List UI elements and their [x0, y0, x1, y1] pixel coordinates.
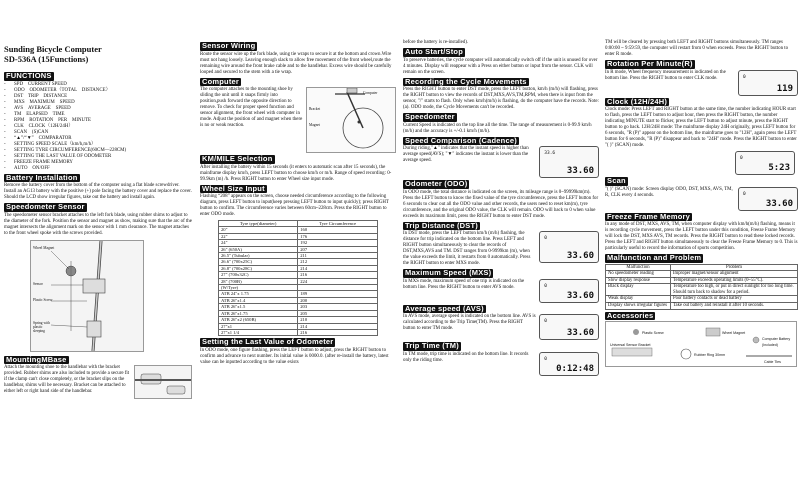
malfunction-cell: Black display	[606, 284, 671, 296]
tyre-type-cell: 27" (700x32C)	[219, 272, 298, 278]
problem-cell: Temperature exceeds operating limits (0~55°C).	[671, 277, 798, 284]
tyre-type-cell: 26.8" (700x28C)	[219, 265, 298, 271]
feature-item: - CLK CLOCK（12H/24H）	[14, 124, 192, 130]
malfunction-cell: Display shows irregular figures	[606, 303, 671, 310]
recording-text: Press the RIGHT button to enter DST mode, press the LEFT button, km/h (m/h) will flashing, press the RIGHT button to view the records of DST,MXS,AVS,TM,RPM, when there is input from the sensor, "/" starts to flash. Only when km/h(m/h) is flashing, do the computer have the records. Note: (a). ODO mode, the Cycle Movements can't be recorded.	[403, 87, 599, 110]
scan-heading: Scan	[607, 176, 626, 185]
tyre-type-cell: ATB 26"x1.75	[219, 310, 298, 316]
freeze-text: In any mode of DST, MXS, AVS, TM, when computer display with km/h(m/h) flashing, means it is recording cycle movement, press the LEFT button under this condition, Freeze Frame Memory will lock the DST, MXS AVS, TM records. Press the RIGHT button to read these locked records. Press the LEFT and RIGHT button simultaneously to clear the Freeze Frame Memory to 0. This is particularly useful to record the information of sports competition.	[605, 222, 798, 251]
rpm-text: In R mode, Wheel frequency measurement is indicated on the bottom line. Press the RIGHT button to enter CLK mode.	[605, 69, 726, 81]
malfunction-cell: Weak display	[606, 296, 671, 303]
feature-item: - SETTING SPEED SCALE（km/h,m/h）	[14, 142, 192, 148]
computer-row	[200, 87, 396, 153]
feature-item: - SPD CURRENT SPEED	[14, 82, 192, 88]
feature-item: - “▲”/“▼” COMPARATOR	[14, 136, 192, 142]
acc-label-1: Wheel Magnet	[722, 331, 746, 336]
column-4	[605, 40, 798, 367]
speedometer-text: Current Speed is indicated on the top line all the time. The range of measurement is 0-99.9 km/h (m/h) and the accuracy is +/-0.1 km/h (m/h).	[403, 122, 592, 134]
tyre-circ-cell: 192	[298, 240, 378, 246]
feature-list	[4, 82, 192, 172]
tyre-circ-cell: 205	[298, 310, 378, 316]
sensor-wiring-heading: Sensor Wiring	[202, 41, 256, 50]
computer-heading: Computer	[202, 76, 240, 86]
tyre-type-cell: 27"x1 1/4	[219, 329, 298, 335]
tyre-circ-cell: 207	[298, 246, 378, 252]
tyre-header-circ: Tyre Circumference	[298, 221, 378, 227]
lcd-tm	[539, 352, 599, 376]
comparison-heading: Speed Comparison (Cadence)	[405, 135, 517, 145]
dst-row	[403, 231, 599, 267]
acc-label-4: Computer Battery (Included)	[762, 337, 791, 348]
tm-heading: Trip Time (TM)	[405, 341, 459, 350]
tyre-circ-cell: 200	[298, 297, 378, 303]
column-2	[200, 40, 396, 366]
lcd-comparison-top: 33.6	[544, 151, 556, 156]
feature-item: - ODO ODOMETER（TOTAL DISTANCE）	[14, 88, 192, 94]
comparison-text: During riding,"▲" indicates that the instant speed is higher than average speed(AVS); "▼" indicates the instant is lower than the average speed.	[403, 146, 529, 163]
feature-item: - SETTING TYRE CIRCUMFERENCE(60CM—228CM)	[14, 148, 192, 154]
freeze-heading: Freeze Frame Memory	[607, 211, 691, 221]
tyre-type-cell: ATB 24"x 1.75	[219, 291, 298, 297]
tyre-circ-cell: 160	[298, 227, 378, 233]
lcd-dst	[539, 231, 599, 263]
tm-text: In TM mode, trip time is indicated on the bottom line. It records only the riding time.	[403, 351, 529, 363]
feature-item: - DST TRIP DISTANCE	[14, 94, 192, 100]
label-computer: Computer	[363, 91, 378, 95]
problem-cell: Take out battery and reinstall it after 10 seconds.	[671, 303, 798, 310]
comparison-row	[403, 146, 599, 178]
feature-item: - TM ELAPSED TIME	[14, 112, 192, 118]
tyre-circ-cell: 212	[298, 259, 378, 265]
brand-title: Sunding Bicycle Computer	[4, 44, 102, 54]
tyre-table	[218, 220, 378, 336]
column-1	[4, 70, 192, 399]
tm-row	[403, 352, 599, 376]
sensor-heading: Speedometer Sensor	[6, 202, 85, 211]
lcd-rpm-top: 0	[743, 74, 746, 80]
lcd-comparison	[539, 146, 599, 178]
tyre-circ-cell: 189	[298, 291, 378, 297]
accessories-panel	[605, 321, 797, 367]
dst-heading: Trip Distance (DST)	[405, 220, 478, 230]
mxs-text: In MXS mode, maximum speed of one trip is indicated on the bottom line. Press the RIGHT button to enter AVS mode.	[403, 278, 525, 290]
wheel-size-heading: Wheel Size Input	[202, 183, 265, 193]
problem-cell: Temperature too high, or put in direct sunlight for too long time. Should turn back to shadow for a period.	[671, 284, 798, 296]
malfunction-table	[605, 264, 798, 310]
tyre-type-cell: 20"	[219, 227, 298, 233]
malfunction-row	[606, 296, 798, 303]
lcd-rpm	[738, 70, 798, 96]
label-sensor: Sensor	[33, 281, 43, 286]
acc-label-0: Plastic Screw	[642, 331, 664, 336]
auto-start-heading: Auto Start/Stop	[405, 47, 463, 56]
tyre-type-cell: 24"	[219, 240, 298, 246]
malfunction-cell: No speedometer reading	[606, 271, 671, 278]
mounting-diagram	[134, 365, 192, 399]
lcd-avs	[539, 314, 599, 340]
lcd-mxs	[539, 279, 599, 303]
auto-start-text: To preserve batteries, the cycle computer will automatically switch off if the unit is unused for over 4 minutes. Display will reappear with a Press on either button or input from the sensor. CLK will remain on the screen.	[403, 57, 598, 75]
lcd-rpm-bottom: 119	[776, 83, 793, 94]
malfunction-row	[606, 284, 798, 296]
lcd-avs-top: 0	[544, 319, 548, 324]
lcd-dst-top: 0	[544, 236, 548, 241]
column-3	[403, 40, 599, 376]
wheel-size-text: Flashing “208” appears on the screen, choose needed circumference according to the following diagram, press LEFT button to input(keep pressing LEFT button to input quickly); press RIGHT button to confirm. The circumference varies between 60cm~228cm. Press the RIGHT button to enter ODO mode.	[200, 194, 389, 217]
acc-label-3: Rubber Ring 30mm	[694, 353, 726, 358]
label-bracket: Bracket	[309, 107, 321, 111]
problem-cell: Improper magnet/sensor alignment	[671, 271, 798, 278]
clock-text: Clock mode: Press LEFT and RIGHT button at the same time, the number indicating HOUR start to flash, press the LEFT button to adjust hour, then press the RIGHT button, the number indicating MINUTE start to flicker, press the LEFT button to adjust minute, press the RIGHT button to go back. 12H/24H mode: The mainframe display 24H originally, press LEFT button for 6 seconds, "R (P)" appear on the bottom line, the mainframe goes to "12H", again press the LEFT button for 6 seconds, "R (P)" disappear and back to "24H" mode. Press the RIGHT button to enter "( )" (SCAN) mode.	[605, 107, 797, 148]
mounting-heading: MountingMBase	[6, 354, 67, 364]
tyre-type-cell: (W/Tyre)	[219, 285, 298, 291]
speedometer-heading: Speedometer	[405, 112, 455, 121]
malfunction-row	[606, 271, 798, 278]
mount-drawing	[135, 366, 191, 398]
odo-text: In ODO mode, the total distance is indicated on the screen, its mileage range is 0~99999km(m). Press the LEFT button to know the fixed value of the tyre circumference, press the LEFT button for 6 seconds to clear out all the ODO value and other records, the users need to reset km(m), tyre circumference, and the original ODO value, the CLK will remain. ODO will back to 0 when value exceeds its maximum limit, press the RIGHT button to enter DST mode.	[403, 189, 599, 219]
lcd-mxs-bottom: 33.60	[566, 290, 594, 301]
tyre-table-body	[219, 227, 378, 336]
continued-text: before the battery is re-installed).	[403, 40, 469, 45]
sensor-drawing	[31, 241, 143, 351]
feature-item: - MXS MAXIMUM SPEED	[14, 100, 192, 106]
bike-drawing	[307, 88, 395, 152]
functions-heading: FUNCTIONS	[6, 71, 52, 80]
accessories-heading: Accessories	[607, 310, 654, 320]
label-wheel-magnet: Wheel Magnet	[33, 245, 55, 250]
odo-heading: Odometer (ODO)	[405, 179, 468, 188]
tyre-header-type: Tyre type(diameter)	[219, 221, 298, 227]
dst-text: In DST mode, press the LEFT button km/h (m/h) flashing, the distance for trip indicated on the bottom line. Press LEFT and RIGHT button simultaneously to clear the records of DST,MXS,AVS and TM. DST ranges from 0-9999km (m), when the value exceeds the limit, it restarts from 0 automatically. Press the RIGHT button to enter MXS mode.	[403, 231, 531, 266]
mal-header-problem: Problem	[671, 264, 798, 271]
scan-row	[605, 187, 798, 211]
tyre-circ-cell: 214	[298, 265, 378, 271]
tyre-type-cell: 26.5" (Tubular)	[219, 253, 298, 259]
tyre-circ-cell: 211	[298, 253, 378, 259]
tyre-circ-cell: 214	[298, 323, 378, 329]
tyre-type-cell: 27"x1	[219, 323, 298, 329]
feature-item: - AUTO ON/OFF	[14, 166, 192, 172]
lcd-clock-bottom: 5:23	[768, 163, 790, 173]
tyre-row	[219, 329, 378, 335]
bike-diagram	[306, 87, 396, 153]
scan-text: "( )" (SCAN) mode: Screen display ODO, DST, MXS, AVS, TM, R, CLK every 4 seconds.	[605, 186, 733, 198]
battery-text: Remove the battery cover from the bottom of the computer using a flat blade screwdriver. Install an AG13 battery with the positive (+) pole facing the battery cover and replace the cover. Should the LCD show irregular figures, take out the battery and install again.	[4, 183, 192, 200]
mal-header-malfunction: Malfunction	[606, 264, 671, 271]
computer-text: The computer attaches to the mounting shoe by sliding the unit until it snaps firmly into position,push forward the opposite direction to remove. To check for proper speed function and sensor alignment, the front wheel with computer in mode. Adjust the position of and magnet when there is no or weak reaction.	[200, 87, 303, 128]
lcd-avs-bottom: 33.60	[566, 328, 594, 338]
lcd-clock	[735, 151, 795, 175]
lcd-comparison-bottom: 33.60	[566, 166, 594, 176]
tyre-type-cell: 26" (650A)	[219, 246, 298, 252]
avs-text: In AVS mode, average speed is indicated on the bottom line. AVS is calculated according to the Trip Time(TM). Press the RIGHT button to enter TM mode.	[403, 314, 536, 331]
malfunction-heading: Malfunction and Problem	[607, 253, 702, 262]
mxs-heading: Maximum Speed (MXS)	[405, 268, 492, 277]
lcd-mxs-top: 0	[544, 283, 548, 289]
tyre-type-cell: 22"	[219, 233, 298, 239]
tyre-type-cell: 28" (700B)	[219, 278, 298, 284]
tyre-circ-cell: 203	[298, 304, 378, 310]
acc-label-5: Cable Ties	[764, 360, 781, 365]
avs-row	[403, 314, 599, 340]
mounting-row	[4, 365, 192, 399]
sensor-text: The speedometer sensor bracket attaches to the left fork blade, using rubber shims to adjust to the diameter of the fork. Position the sensor and magnet as show, making sure that the arc of the magnet intersects the alignment mark on the sensor with 1 mm clearance. The magnet attaches to the front wheel spoke with the screws provided.	[4, 212, 192, 236]
lcd-dst-bottom: 33.60	[566, 251, 594, 261]
malfunction-row	[606, 277, 798, 284]
tyre-circ-cell: 176	[298, 233, 378, 239]
rpm-heading: Rotation Per Minute(R)	[607, 59, 693, 68]
manual-title	[4, 44, 102, 64]
malfunction-table-body	[606, 271, 798, 310]
feature-item: - RPM ROTATION PER MINUTE	[14, 118, 192, 124]
tyre-circ-cell: 216	[298, 329, 378, 335]
label-magnet: Magnet	[309, 123, 320, 127]
mounting-text: Attach the mounting shoe to the handlebar with the bracket provided. Rubber shims are also included to provide a secure fit if the clamp can't close completely, or the bracket slips on the handlebar, shims will be necessary. Bracket can be attached to either left or right hand side of the handlebar.	[4, 365, 130, 394]
battery-heading: Battery Installation	[6, 172, 78, 182]
feature-item: - SETTING THE LAST VALUE OF ODOMETER	[14, 154, 192, 160]
malfunction-cell: Slow display response	[606, 277, 671, 284]
label-plastic-screw: Plastic Screw	[33, 297, 53, 302]
rpm-row	[605, 70, 798, 96]
acc-label-2: Universal Sensor Bracket	[610, 343, 651, 348]
kmmile-text: After installing the battery within 15 seconds (it enters to automatic scan after 15 seconds), the mainframe display km/h, press LEFT button to choose km/h or m/h. Range of speed recording: 0-99.9km (m) /h. Press RIGHT button to enter Wheel size input mode.	[200, 164, 392, 182]
clock-heading: Clock (12H/24H)	[607, 96, 668, 106]
tyre-circ-cell: 216	[298, 272, 378, 278]
tyre-type-cell: ATB 26"x1.5	[219, 304, 298, 310]
lcd-scan-top: 0	[743, 191, 746, 197]
feature-item: - AVS AVERAGE SPEED	[14, 106, 192, 112]
label-spring: Spring with plastic sleeping	[33, 320, 50, 333]
tyre-type-cell: 26.6" (700x25C)	[219, 259, 298, 265]
lcd-clock-top: 0	[740, 156, 743, 161]
tyre-circ-cell: 210	[298, 317, 378, 323]
lcd-scan	[738, 187, 798, 211]
odo-setting-heading: Setting the Last Value of Odometer	[202, 337, 334, 347]
tm-continued-text: TM will be cleared by pressing both LEFT and RIGHT buttons simultaneously. TM ranges 0:00:00 ~ 9:59:59, the computer will restart from 0 when exceeds. Press the RIGHT button to enter R mode.	[605, 40, 789, 57]
lcd-tm-bottom: 0:12:48	[556, 363, 594, 374]
tyre-circ-cell: 224	[298, 278, 378, 284]
model-title: SD-536A (15Functions)	[4, 54, 89, 64]
lcd-scan-bottom: 33.60	[765, 198, 793, 209]
tyre-type-cell: ATB 26"x2 (650B)	[219, 317, 298, 323]
lcd-tm-top: 0	[544, 356, 548, 362]
sensor-diagram	[30, 240, 144, 352]
malfunction-row	[606, 303, 798, 310]
tyre-type-cell: ATB 26"x1.4	[219, 297, 298, 303]
sensor-wiring-text: Route the sensor wire up the fork blade, using tie wraps to secure it at the bottom and crown.Wire must not hang loosely. Leaving enough slack to allow free movement of the front wheel,route the remaining wire around the front brake cable and to the handlebar. Excess wire should be carefully looped and secured to the stem with a tie wrap.	[200, 51, 392, 75]
avs-heading: Average speed (AVS)	[405, 303, 484, 313]
problem-cell: Poor battery contacts or dead battery	[671, 296, 798, 303]
kmmile-heading: KM/MILE Selection	[202, 154, 273, 163]
mxs-row	[403, 279, 599, 303]
feature-item: - FREEZE FRAME MEMORY	[14, 160, 192, 166]
feature-item: - SCAN (S)CAN	[14, 130, 192, 136]
odo-setting-text: In ODO mode, one figure flashing, press the LEFT button to adjust, press the RIGHT button to confirm and advance to next number. Its initial value is 0000.0. (after re-install the battery, latest value can be inputted according to the value exists	[200, 347, 389, 365]
recording-heading: Recording the Cycle Movements	[405, 76, 527, 86]
